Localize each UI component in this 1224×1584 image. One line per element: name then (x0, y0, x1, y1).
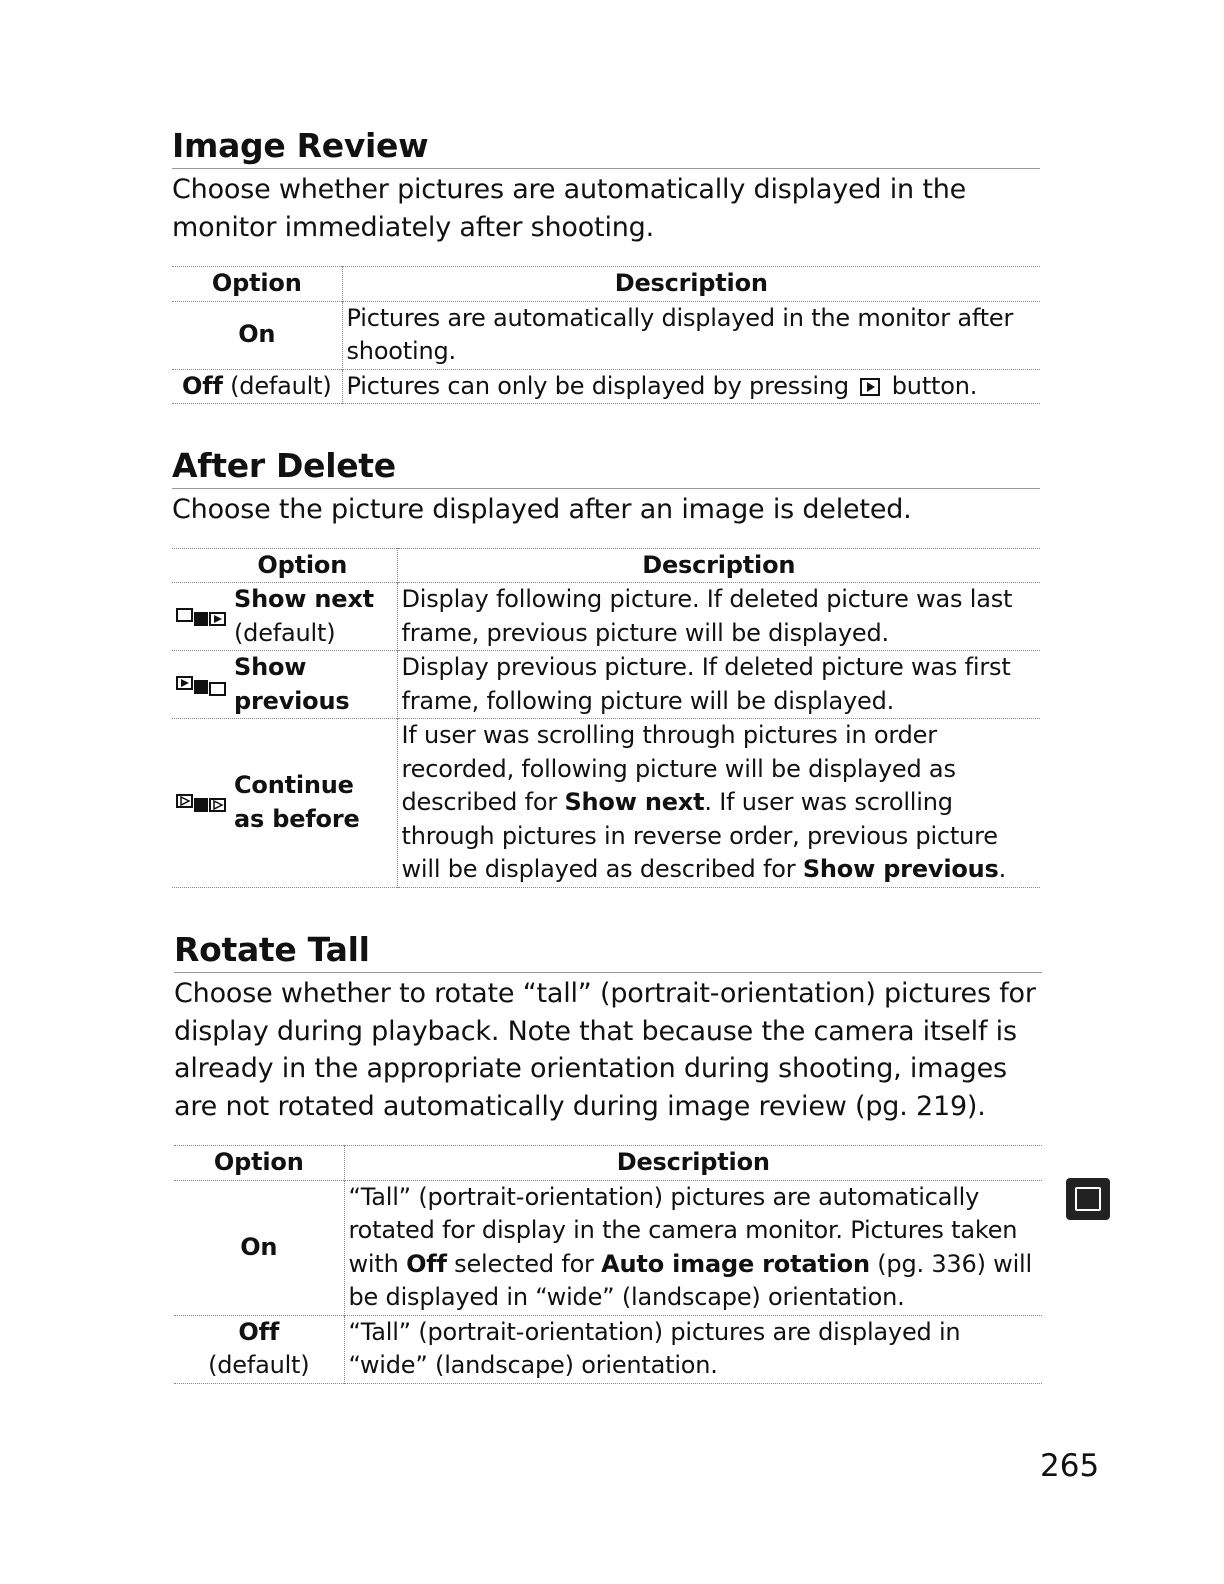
option-off: Off (238, 1317, 280, 1346)
show-next-icon (176, 604, 228, 630)
table-header-row (172, 548, 1040, 583)
description-continue-part: . If user was scrolling through pictures in reverse order, previous picture will be displayed as described for (401, 788, 998, 883)
show-previous-icon (176, 672, 228, 698)
image-review-title: Image Review (172, 126, 1040, 169)
col-description-header: Description (642, 550, 796, 579)
description-continue-part: . (998, 855, 1007, 883)
rotate-tall-title: Rotate Tall (174, 930, 1042, 973)
col-description-header: Description (614, 269, 768, 297)
option-show-previous: Show previous (234, 653, 350, 715)
col-option-header: Option (172, 267, 342, 302)
image-review-table (172, 266, 1040, 404)
menu-tab-icon (1066, 1178, 1110, 1220)
description-show-next: Display following picture. If deleted picture was last frame, previous picture will be displayed. (401, 585, 1013, 647)
description-off-pre: Pictures can only be displayed by pressing (346, 371, 857, 400)
option-off-default: (default) (208, 1351, 310, 1379)
col-option-header: Option (172, 548, 397, 583)
after-delete-intro: Choose the picture displayed after an image is deleted. (172, 494, 912, 525)
option-on: On (238, 320, 276, 349)
col-option-header: Option (174, 1146, 344, 1181)
description-on-part: “Tall” (portrait-orientation) pictures are automatically rotated for display in the camera monitor. Pictures taken with (348, 1182, 1018, 1278)
option-continue-as-before: Continue as before (234, 771, 360, 833)
description-on-part: selected for (446, 1249, 602, 1278)
image-review-intro: Choose whether pictures are automatically displayed in the monitor immediately after shooting. (172, 174, 967, 243)
table-row (172, 301, 1040, 369)
playback-button-icon (860, 378, 880, 396)
image-review-section (172, 126, 1040, 404)
option-off: Off (182, 371, 223, 400)
table-row (174, 1180, 1042, 1315)
after-delete-section (172, 446, 1040, 888)
description-continue-part: If user was scrolling through pictures in order recorded, following picture will be displayed as described for (401, 721, 956, 816)
col-description-header: Description (616, 1148, 770, 1176)
description-off-post: button. (884, 371, 978, 400)
table-row (172, 651, 1040, 719)
page-number: 265 (1040, 1448, 1100, 1484)
description-on-bold: Off (406, 1249, 447, 1278)
table-row (172, 583, 1040, 651)
table-header-row (172, 267, 1040, 302)
description-continue-bold: Show next (564, 788, 705, 816)
description-on-bold: Auto image rotation (601, 1249, 870, 1278)
description-on-part: (pg. 336) will be displayed in “wide” (landscape) orientation. (348, 1249, 1032, 1311)
after-delete-title: After Delete (172, 446, 1040, 489)
rotate-tall-section (174, 930, 1042, 1384)
description-on: Pictures are automatically displayed in the monitor after shooting. (346, 303, 1014, 365)
rotate-tall-intro: Choose whether to rotate “tall” (portrait-orientation) pictures for display during playback. Note that because the camera itself is already in the appropriate orientation during shooting, images are not rotated automatically during image review (pg. 219). (174, 978, 1036, 1122)
table-row (172, 719, 1040, 888)
table-header-row (174, 1146, 1042, 1181)
option-on: On (240, 1232, 278, 1261)
continue-as-before-icon (176, 790, 228, 816)
description-continue-bold: Show previous (802, 855, 999, 883)
description-show-previous: Display previous picture. If deleted picture was first frame, following picture will be displayed. (401, 653, 1011, 715)
option-show-next: Show next (234, 585, 374, 613)
after-delete-table (172, 548, 1040, 888)
description-off: “Tall” (portrait-orientation) pictures are displayed in “wide” (landscape) orientation. (348, 1317, 961, 1379)
option-off-default: (default) (222, 371, 332, 400)
rotate-tall-table (174, 1145, 1042, 1384)
table-row (172, 369, 1040, 404)
option-show-next-default: (default) (234, 618, 336, 647)
table-row (174, 1315, 1042, 1383)
